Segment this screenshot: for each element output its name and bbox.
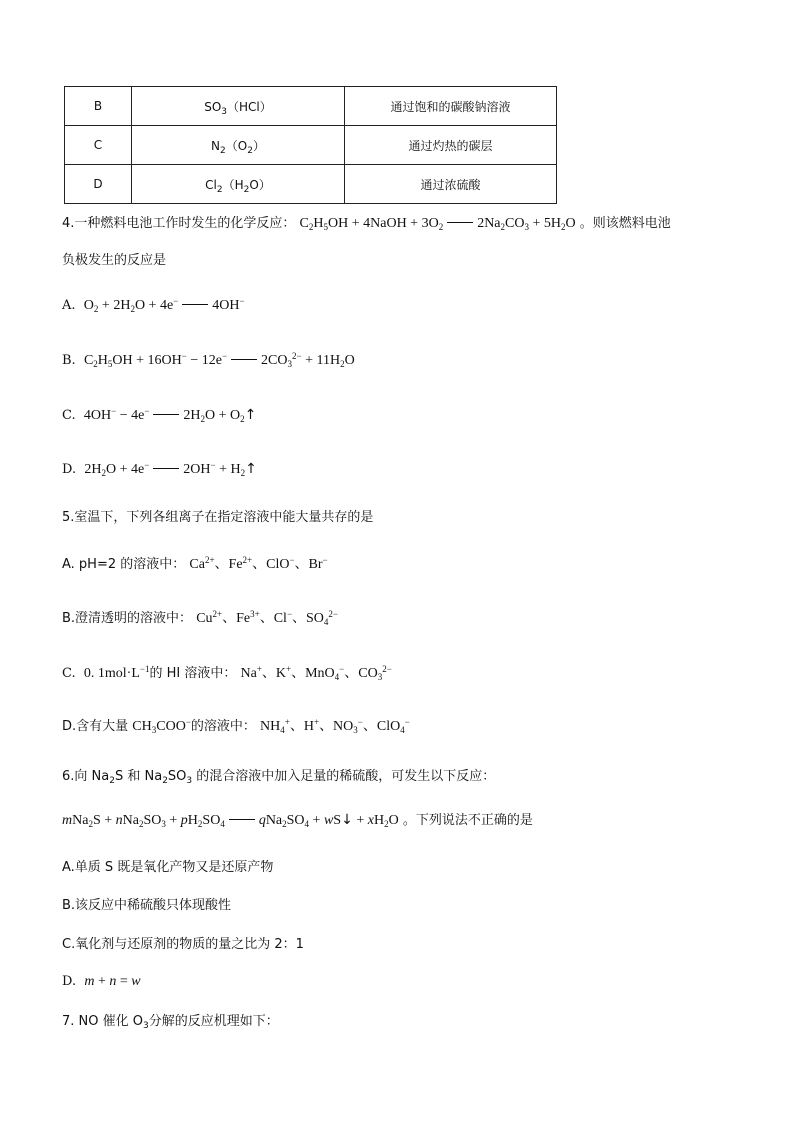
substance-cell: $Cl_2(H_2O)$ [132,165,345,204]
method-cell: 通过浓硫酸 [345,165,557,204]
q4-option-a: A. $O_2 + 2H_2O + 4e^-$ 4OH− [62,296,245,314]
q4-option-b: B. $C_2H_5OH + 16OH^- - 12e^-$ $2CO_3^{2-} + 11H_2O$ [62,351,355,369]
method-cell: 通过灼热的碳层 [345,126,557,165]
table-row [65,165,557,204]
q5-option-a: A. pH=2 的溶液中： $Ca^{2+}$、$Fe^{2+}$、ClO−、Br− [62,555,328,572]
row-label: B [65,87,132,126]
row-label: C [65,126,132,165]
q5-option-d: D.含有大量 $CH_3COO^-$的溶液中： $NH_4^+$、H+、$NO_3^-$、ClO$_4$− [62,717,410,735]
q4-option-d: D. $2H_2O + 4e^-$ $2OH^- + H_2↑$ [62,460,257,478]
q4-option-c: C. 4OH− − 4e− $2H_2O$ + $O_2↑$ [62,406,257,424]
q7-stem: 7. NO 催化 $O_3$分解的反应机理如下： [62,1014,279,1031]
q4-stem-line2: 负极发生的反应是 [62,253,167,268]
substance-cell: $N_2(O_2)$ [132,126,345,165]
table-row [65,126,557,165]
reagent-table [64,86,557,204]
substance-cell: $SO_3(HCl)$ [132,87,345,126]
q5-option-b: B.澄清透明的溶液中： $Cu^{2+}$、$Fe^{3+}$、Cl−、$SO_4^{2-}$ [62,609,338,627]
q4-stem: 4.一种燃料电池工作时发生的化学反应： $C_2H_5OH$ + 4NaOH + $3O_2$ $2Na_2CO_3 + 5H_2O$ 。则该燃料电池 [62,216,671,232]
row-label: D [65,165,132,204]
table-row [65,87,557,126]
q5-stem: 5.室温下，下列各组离子在指定溶液中能大量共存的是 [62,510,374,525]
q6-stem: 6.向 $Na_2S$ 和 $Na_2SO_3$ 的混合溶液中加入足量的稀硫酸，可发生以下反应： [62,769,496,786]
q6-option-c: C.氧化剂与还原剂的物质的量之比为 2：1 [62,937,304,952]
q6-option-a: A.单质 S 既是氧化产物又是还原产物 [62,860,274,875]
q5-option-c: C. 0. $1mol\cdot L^{-1}$的 HI 溶液中： Na+、K+、MnO$_4$−、$CO_3^{2-}$ [62,664,392,682]
q6-option-d: D. m + n = w [62,974,141,989]
q6-equation: $mNa_2S + nNa_2SO_3 + pH_2SO_4$ $qNa_2SO_4$ + wS↓ + $xH_2O$ 。下列说法不正确的是 [62,812,533,829]
method-cell: 通过饱和的碳酸钠溶液 [345,87,557,126]
q6-option-b: B.该反应中稀硫酸只体现酸性 [62,898,232,913]
